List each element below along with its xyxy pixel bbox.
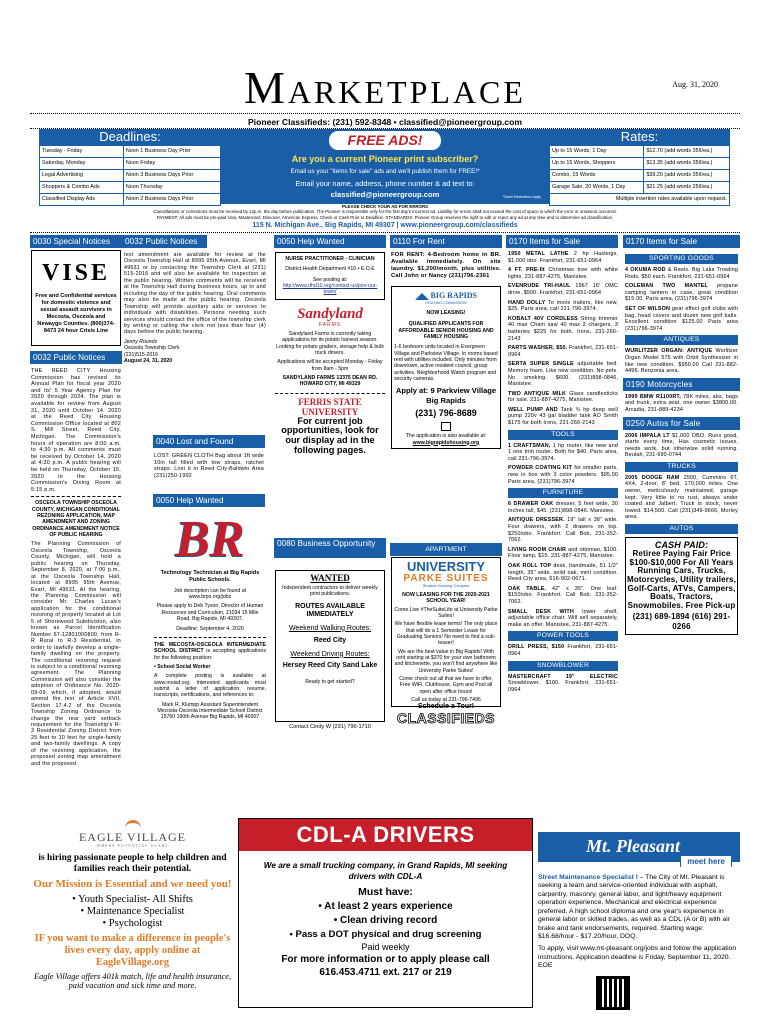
br-title: Technology Technician at Big Rapids Public Schools. <box>160 570 260 583</box>
brhc-logo <box>394 291 498 305</box>
lost-found-header: 0040 Lost and Found <box>153 435 265 448</box>
moisd-ad <box>154 642 266 661</box>
sandyland-logo <box>275 306 385 328</box>
free-ads-line1: Email us your "items for sale" ads and we'll publish them for FREE!* <box>290 168 480 175</box>
moisd-body: is accepting applications for the following position: <box>154 648 266 661</box>
mtp-meet: meet here <box>680 856 732 867</box>
classified-item: WURLITZER ORGAN: ANTIQUE Wurlitzer Organ Model 575 with Orbit Synthesizer in like new condition. $950.00 Call 231-882-4496. Benzonia area. <box>625 348 738 375</box>
col1-header: 0030 Special Notices <box>30 235 122 248</box>
deadlines-box <box>39 129 221 206</box>
deadline-row <box>40 146 221 158</box>
col3-header: 0050 Help Wanted <box>274 235 386 248</box>
classified-item: OAK ROLL TOP desk, handmade, 51 1/2" length, 35" wide, solid oak, mint condition. Reed City area, 616-902-0671. <box>508 562 618 583</box>
univ-l4: We are the best value in Big Rapids! With rent starting at $370 for your own bathroom and kitchenette, you won't find anywhere like University Parke Suites! <box>394 648 498 674</box>
autos-header: AUTOS <box>625 524 738 534</box>
autos-list <box>625 433 738 459</box>
errors-text-2: PAYMENT: All ads must be pre-paid Visa, Mastercard, Discover, American Express, Check or Cash Prior to Deadline. STANDARDS: Pioneer Group reserves the right to edit or reject any ad at any time and to determine ad classification. <box>156 214 614 220</box>
deadlines-title: Deadlines: <box>39 129 221 145</box>
lost-ad: LOST: GREEN CLOTH Bag about 1ft wide 10in tall filled with tow straps, ratchet straps. Lost it in Reed City-Baldwin Area (231)250-1992 <box>154 453 264 479</box>
errors-heading: PLEASE CHECK YOUR AD FOR ERRORS <box>341 204 429 209</box>
classified-item: DRILL PRESS, $150 Frankfort, 231-651-0964 <box>508 644 618 657</box>
deadline-row <box>40 170 221 182</box>
br-logo: BR <box>175 511 245 568</box>
classified-item: WELL PUMP AND Tank ¾ hp deep well pump 220v 43 gal bladder tank AO Smith $175 for both Irons, 231-266-2143 <box>508 406 619 427</box>
routes-ad <box>275 570 385 722</box>
vise-body: Free and Confidential services for domestic violence and sexual assault survivors in Mecosta, Osceola and Newaygo Counties. (800)374-8473 24 hour Crisis Line <box>35 293 117 334</box>
classified-item: TWO ANTIQUE MILK Glass candlesticks for sale. 231-887-4275, Manistee. <box>508 390 618 404</box>
qualified-applicants: QUALIFIED APPLICANTS FOR AFFORDABLE SENIOR HOUSING AND FAMILY HOUSING <box>398 321 494 340</box>
snowblower-list <box>508 674 618 694</box>
vise-ad <box>31 250 121 346</box>
univ-l1: NOW LEASING FOR THE 2020-2021 SCHOOL YEAR! <box>402 591 490 605</box>
parke-logo: PARKE SUITES <box>403 573 489 584</box>
masthead-rule-top <box>30 113 740 114</box>
walking-routes: Weekend Walking Routes: <box>288 624 372 632</box>
cdl-req-1: • At least 2 years experience <box>318 901 453 912</box>
brhc-ad <box>391 286 501 449</box>
items-header-2: 0170 Items for Sale <box>623 235 740 248</box>
rent-ad: FOR RENT: 4-Bedroom home in BR. Available immediately. On site laundry. $1,200/month, plus utilities. Call John or Nancy (231)796-2361 <box>391 252 501 280</box>
classified-item: OAK TABLE. 42" x 35". One leaf. $150/obo. Frankfort. Call Bob, 231-352-7062. <box>508 585 619 605</box>
eagle-cta[interactable]: IF you want to make a difference in people's lives every day, apply online at EagleVillage.org <box>34 932 231 968</box>
sporting-header: SPORTING GOODS <box>625 254 738 264</box>
tools-list <box>508 443 618 486</box>
deadlines-table <box>39 145 221 206</box>
deadline-cell: Noon Friday <box>123 158 220 170</box>
errors-notice <box>30 204 740 220</box>
masthead <box>30 60 740 115</box>
sandyland-apps: Applications will be accepted Monday - Friday from 8am - 5pm <box>277 359 383 372</box>
notice-dates: August 24, 31, 2020 <box>124 357 173 364</box>
antiques-header: ANTIQUES <box>625 335 738 345</box>
rate-row <box>550 170 730 182</box>
cash-paid-title: CASH PAID: <box>654 540 709 551</box>
deadline-cell: Noon Thursday <box>123 182 220 194</box>
classified-item: 2005 DODGE RAM 2500, Cummins 6T, 4X4, 2-door, 8' bed, 170,000 miles. One owner, meticulously maintained, garage kept. Very little to no rust, always under coated and Jalbert. Truck is stock, never towed. $14,500. Call (231)349-9666, Morley area. <box>625 474 738 521</box>
br-body: Job description can be found at www.brps.org/jobs <box>173 587 247 600</box>
classified-item: SERTA SUPER SINGLE adjustable bed. Memory foam. Like new condition. No pets. No smoking. $600. (231)898-0846, Manistee. <box>508 361 618 388</box>
eagle-pos-3: • Psychologist <box>102 917 163 929</box>
classified-item: 4 FT. PRE-lit Christmas tree with white lights. 231-887-4275, Manistee. <box>508 267 618 280</box>
deadline-cell: Shoppers & Combo Ads <box>40 182 124 194</box>
univ-logo: UNIVERSITY <box>406 559 485 574</box>
app-url[interactable]: www.bigrapidshousing.org <box>412 439 480 446</box>
rate-cell: Up to 15 Words, Shoppers <box>550 158 644 170</box>
osceola-notice-cont: text amendment are available for review at the Osceola Township Hall at 8995 95th Avenue, Evart, MI 49631 or by contacting the Township Clerk at (231) 515-2016 and will also be available for inspection at the public hearing. Written comments will be received at the Township Hall during business hours, up to and including the day of the public hearing. Oral comments may also be made at the public hearing. Osceola Township will provide auxiliary aids or services to individuals with disabilities. Persons needing such services should contact the office of the township clerk by writing or calling the clerk not less than four (4) days before the public hearing. <box>124 252 266 336</box>
col1-divider <box>31 496 121 497</box>
fair-housing-icon <box>441 422 451 431</box>
classified-item: MASTERCRAFT 19" ELECTRIC Snowblower. $100. Frankfort, 231-651-0964 <box>508 673 618 693</box>
rate-cell: $39.20 (add words 35¢/ea.) <box>644 170 730 182</box>
rates-box <box>549 129 730 206</box>
driving-routes: Weekend Driving Routes: <box>290 650 370 658</box>
eagle-sub: WHERE POTENTIAL SOARS <box>96 843 169 848</box>
qr-code-icon <box>596 976 630 1010</box>
errors-text-1: Cancellations or corrections must be received by 12p.m. the day before publication. The Pioneer is responsible only for the first day's incorrect ad. Liability for errors shall not exceed the cost of space in which the error or omission occurred. <box>153 209 617 215</box>
deadline-cell: Noon 3 Business Days Prior <box>123 170 220 182</box>
mtp-apply[interactable]: To apply, visit www.mt-pleasant.org/jobs and follow the application instructions. Application deadline is Friday, September 11, 2020. EOE <box>538 945 737 970</box>
driving-routes-list: Hersey Reed City Sand Lake <box>282 662 378 670</box>
classified-item: COLEMAN TWO MANTEL propane camping lantern in case, great condition $15.00. Paris area, (231)796-3974 <box>625 283 738 303</box>
classified-item: SET OF WILSON gear effect golf clubs with bag, head covers and dozen new golf balls. Excellent condition $125.00 Paris area (231)796-3974 <box>625 305 738 332</box>
power-tools-list <box>508 644 618 657</box>
eagle-icon <box>125 820 141 830</box>
free-ads-panel <box>221 129 549 204</box>
antiques-list <box>625 348 738 374</box>
mtp-title: Street Maintenance Specialist I <box>538 874 638 881</box>
eagle-hiring: is hiring passionate people to help children and families reach their potential. <box>38 852 227 874</box>
univ-tour: Schedule a Tour! <box>417 703 475 711</box>
deadline-cell: Classified Display Ads <box>40 194 124 206</box>
cdl-req-2: • Clean driving record <box>333 915 438 926</box>
cdl-contact: For more information or to apply please call 616.453.4711 ext. 217 or 219 <box>281 954 490 978</box>
col2-divider <box>154 637 266 638</box>
classified-item: POWDER COATING KIT for smaller parts, new in box with 3 color powders. $95.00 Paris area, (231)796-3974 <box>508 465 618 485</box>
sandyland-body: Sandyland Farms is currently taking applications for its potato harvest season. Looking for potato graders, storage help & bulk truck drivers. <box>276 330 384 356</box>
cdl-must: Must have: <box>358 886 413 899</box>
univ-l2: Come Live #TheSuiteLife at University Parke Suites! <box>394 606 498 619</box>
nurse-see: See posting at: <box>312 276 348 283</box>
address-line: 115 N. Michigan Ave., Big Rapids, MI 49307 | www.pioneergroup.com/classifieds <box>252 222 518 229</box>
rate-cell: Garage Sale, 20 Words, 1 Day <box>550 182 644 194</box>
col6 <box>625 251 738 724</box>
moisd-body-2: A complete posting is available at www.moisd.org. Interested applicants must submit a letter of application, resume, transcripts, certifications, and references to: <box>154 673 266 699</box>
apartment-header: APARTMENT <box>390 543 502 556</box>
cash-paid-body: Retiree Paying Fair Price $100-$10,000 For All Years Running Cars, Trucks, Motorcycles, Utility trailers, Golf-Carts, ATVs, Campers, Boats, Tractors, Snowmobiles. Free Pick-up <box>627 549 736 610</box>
clerk-phone: (231)515-2016 <box>124 351 159 358</box>
deadline-cell: Noon 2 Business Days Prior <box>123 194 220 206</box>
col4 <box>391 252 501 532</box>
deadline-row <box>40 182 221 194</box>
ferris-text: For current job opportunities, look for our display ad in the following pages. <box>281 415 379 455</box>
classified-item: EVENRUDE TRI-HAUL 1967 16' OMC drive. $500. Frankfort, 231-651-0964 <box>508 283 618 296</box>
tools-header: TOOLS <box>508 430 618 440</box>
furniture-list <box>508 501 618 628</box>
univ-l3: We have flexible lease terms! The only place that will do a 1 Semester Lease for Graduating Seniors! No need to find a sub-leaser! <box>394 621 498 647</box>
sandyland-addr: SANDYLAND FARMS 13375 DEAN RD. HOWARD CITY, MI 49329 <box>282 374 378 388</box>
col5 <box>508 251 618 724</box>
rates-title: Rates: <box>549 129 730 145</box>
eagle-pos-2: • Maintenance Specialist <box>80 905 185 917</box>
brhc-name: BIG RAPIDS <box>430 291 477 301</box>
cash-paid-ad <box>625 537 738 635</box>
furniture-header: FURNITURE <box>508 488 618 498</box>
free-ads-note: *Some Restrictions Apply <box>502 195 541 199</box>
reed-city-notice: THE REED CITY Housing Commission has revised its Annual Plan for fiscal year 2020 and its' 5 Year Agency Plan for 2020 through 2024. The plan is available for review from August 31, 2020 until October 14, 2020 at the Reed City Housing Commission Office located at 802 S. Mill Street, Reed City, Michigan. The Commission's hours of operation are 8:00 a.m. to 4:30 p.m. All comments must be received by October 14, 2020 at 4:30 p.m. A public hearing will be held on Thursday, October 15, 2020 in the Housing Commission's Dining Room at 5:15 p.m. <box>31 368 121 493</box>
classified-item: KOBALT 40V CORDLESS String trimmer 40 max Chain saw 40 max 2 chargers, 3 batteries $225 for both. Irons, 231-266-2143 <box>508 315 618 342</box>
items-list <box>508 251 618 427</box>
deadline-cell: Noon 1 Business Day Prior <box>123 146 220 158</box>
power-tools-header: POWER TOOLS <box>508 631 618 641</box>
brhc-sub: HOUSING COMMISSION <box>425 300 467 305</box>
classified-item: SMALL DESK WITH lower shelf, adjustable office chair. Will sell separately, make an offer. Manistee, 231-887-4275. <box>508 608 618 628</box>
ferris-logo: FERRIS STATE UNIVERSITY <box>298 396 362 417</box>
mtp-body <box>538 874 740 941</box>
free-ads-badge: FREE ADS! <box>329 131 441 150</box>
moisd-title: THE MECOSTA-OSCEOLA INTERMEDIATE SCHOOL DISTRICT <box>154 641 266 655</box>
rate-row <box>550 158 730 170</box>
free-ads-question: Are you a current Pioneer print subscriber? <box>291 154 479 164</box>
free-ads-email[interactable]: classified@pioneergroup.com <box>330 190 440 199</box>
rate-row <box>550 146 730 158</box>
moisd-position: • School Social Worker <box>154 664 211 671</box>
col3 <box>275 252 385 537</box>
apply-at: Apply at: 9 Parkview Village Big Rapids <box>395 386 497 405</box>
parke-suites-ad <box>391 557 501 711</box>
contact-line: Pioneer Classifieds: (231) 592-8348 • classified@pioneergroup.com <box>247 117 523 127</box>
col1 <box>31 250 121 767</box>
moisd-address: Mark R. Klumpp Assistant Superintendent Mecosta-Osceola Intermediate School District 15760 190th Avenue Big Rapids, MI 49307 <box>157 701 263 721</box>
house-icon <box>415 293 429 300</box>
for-rent-header: 0110 For Rent <box>390 235 502 248</box>
help-wanted-header: 0050 Help Wanted <box>153 494 265 507</box>
eagle-village-ad <box>30 820 235 1000</box>
clerk-title: Osceola Township Clerk <box>124 345 180 352</box>
br-ad <box>154 510 266 633</box>
masthead-date: Aug. 31, 2020 <box>672 80 718 89</box>
cdl-intro: We are a small trucking company, in Grand Rapids, MI seeking drivers with CDL-A <box>263 861 508 881</box>
business-opp-header: 0080 Business Opportunity <box>274 538 386 558</box>
classified-item: 6 DRAWER OAK dresser. 5 feet wide, 30 inches tall, $45. (231)898-0846. Manistee. <box>508 501 619 514</box>
autos-for-sale-header: 0250 Autos for Sale <box>623 417 740 430</box>
masthead-title: Marketplace <box>244 62 526 113</box>
walking-reed-city: Reed City <box>313 637 347 645</box>
ready-text: Ready to get started? <box>305 678 355 685</box>
classified-item: LIVING ROOM CHAIR and ottoman, $100. Floor lamp, $15. 231-887-4275, Manistee. <box>508 546 618 560</box>
rate-cell: $12.70 (add words 35¢/ea.) <box>644 146 730 158</box>
app-available: The application is also available at: <box>405 433 487 440</box>
classified-item: 1999 BMW R1100RT, 78K miles, abs, bags and trunk, extra seat, one owner $3800.00. Arcadia, 231-889-4234 <box>625 393 738 413</box>
nurse-org: District Health Department #10 • E.O.E <box>285 266 375 273</box>
sandyland-name: Sandyland <box>297 305 363 322</box>
rate-cell: Combo, 15 Words <box>550 170 644 182</box>
wanted-body: Independent contractors to deliver weekly print publications. <box>282 585 378 598</box>
classified-item: 1950 METAL LATHE 2 hp Hastings, $1,000 obo. Frankfort, 231-651-0964 <box>508 251 618 264</box>
mtp-desc: – The City of Mt. Pleasant is seeking a team and service-oriented individual with asphalt, carpentry, masonry, general labor, and light/heavy equipment operation experience. Mechanical and electrical experience preferred. A high school diploma and one year's experience in general labor or skilled trades, as well as a CDL (A or B) with air brake and tank endorsements, required. Starting wage: $16.68/hour - $17.20/hour, DOQ. <box>538 874 731 940</box>
br-deadline: Deadline: September 4, 2020 <box>176 626 244 633</box>
trucks-header: TRUCKS <box>625 462 738 472</box>
eagle-mission: Our Mission is Essential and we need you! <box>33 877 232 890</box>
eagle-foot: Eagle Village offers 401k match, life and health insurance, paid vacation and sick time and more. <box>33 971 232 991</box>
now-leasing: NOW LEASING! <box>426 309 466 316</box>
br-body-2: Please apply to Deb Tyson, Director of Human Resources and Curriculum, 21034 15 Mile Road, Big Rapids, MI 49307. <box>156 603 264 622</box>
classifieds-banner: CLASSIFIEDS <box>396 710 496 726</box>
col3-divider <box>275 393 385 394</box>
classified-item: 4 OKUMA ROD & Reels. Big Lake Trowling Rods, $50 each. Frankfort, 231-651-0964 <box>625 267 738 280</box>
osceola-notice-heading: OSCEOLA TOWNSHIP OSCEOLA COUNTY, MICHIGAN CONDITIONAL REZONING APPLICATION, MAP AMENDMENT AND ZONING ORDINANCE AMENDMENT NOTICE OF PUBLIC HEARING <box>32 500 120 538</box>
classified-item: 1 CRAFTSMAN, 1 hp router, like new and 1 one trim router. Both for $40. Paris area, call 231-796-3974. <box>508 442 618 462</box>
univ-sub: Student Housing Complex <box>422 583 470 588</box>
cdl-paid: Paid weekly <box>361 942 410 953</box>
univ-l5: Come check out all that we have to offer, Free WiFi, Clubhouse, Gym and Pool all open after office hours! <box>399 676 493 695</box>
rates-table <box>549 145 730 206</box>
col1-header-2: 0032 Public Notices <box>30 351 122 364</box>
deadline-cell: Tuesday - Friday <box>40 146 124 158</box>
motorcycles-list <box>625 394 738 414</box>
qualified-body: 1-6 bedroom units located in Evergreen Village and Parkview Village. In rooms based rent with utilities included. Only minutes from downtown, active resident council, group activities, Neighborhood Watch program and security cameras. <box>394 344 498 383</box>
items-header-1: 0170 Items for Sale <box>506 235 618 248</box>
cindy-contact: Contact Cindy W (231) 796-1710 <box>289 724 371 730</box>
motorcycles-header: 0190 Motorcycles <box>623 378 740 391</box>
osceola-notice-body: The Planning Commission of Osceola Township, Osceola County, Michigan, will hold a public hearing on Thursday, September 8, 2020, at 7:00 p.m., at the Osceola Township Hall, located at 8995 95th Avenue, Evart, MI 49631. At the hearing, the Planning Commission will consider Mr. Charles Lucas's application for the conditional rezoning of property located at Lot 5 of Shorewood Subdivision, also known as Parcel Identification Number 67-12801000800, from R-R Rural to R-3 Residential, in order to lawfully develop a single-family dwelling on the property. The conditional rezoning request is subject to a conditional rezoning agreement. The Planning Commission will also consider the adoption of Ordinance No. 2020-09-09, which, if adopted, would amend the text of Article XVII, Section 17.4.2 of the Osceola Township Zoning Ordinance to change the rear yard setback requirement for the Township's R-3 Residential Zoning District from 25 feet to 10 feet for single-family and two-family dwellings. A copy of the rezoning application, the proposed zoning map amendment and the proposed <box>31 541 121 767</box>
routes-title: ROUTES AVAILABLE IMMEDIATELY <box>295 602 365 619</box>
rate-cell: $13.35 (add words 35¢/ea.) <box>644 158 730 170</box>
sporting-list <box>625 267 738 332</box>
snowblower-header: SNOWBLOWER <box>508 661 618 671</box>
cdl-title: CDL-A DRIVERS <box>239 819 532 851</box>
rate-cell: $21.25 (add words 25¢/ea.) <box>644 182 730 194</box>
free-ads-line2: Email your name, address, phone number & ad text to: <box>295 179 475 188</box>
clerk-name: Jenny Rounds <box>124 338 158 345</box>
eagle-name: EAGLE VILLAGE <box>78 830 187 844</box>
cdl-ad <box>238 818 533 1008</box>
univ-call: Call us today at 231-796-7496 <box>411 697 481 704</box>
col2-header: 0032 Public Notices <box>122 235 207 248</box>
nurse-title: NURSE PRACTITIONER - CLINICIAN <box>285 256 375 262</box>
rate-row <box>550 182 730 194</box>
vise-logo: VISE <box>41 260 111 286</box>
sandyland-sub: FARMS <box>318 321 342 328</box>
address-rule <box>30 232 740 233</box>
mt-pleasant-ad <box>538 832 740 1010</box>
cdl-req-3: • Pass a DOT physical and drug screening <box>289 929 482 940</box>
brhc-phone: (231) 796-8689 <box>415 407 477 418</box>
nurse-ad <box>275 252 385 300</box>
nurse-url[interactable]: http://www.dhd10.org/contact-us/join-our-team/ <box>282 283 378 296</box>
deadline-cell: Saturday, Monday <box>40 158 124 170</box>
classified-item: HAND DOLLY To move trailers, like new, $25. Paris area, call 231-796-3974. <box>508 299 618 313</box>
mtp-name: Mt. Pleasant <box>586 836 681 856</box>
deadline-cell: Legal Advertising <box>40 170 124 182</box>
rate-cell: Up to 15 Words, 1 Day <box>550 146 644 158</box>
trucks-list <box>625 475 738 521</box>
classified-item: ANTIQUE DRESSER. 19" tall x 38" wide. Four drawers, with 2 drawers on top. $250/obo. Frankfort. Call Bob, 231-352-7062. <box>508 517 618 544</box>
wanted-title: WANTED <box>310 573 350 583</box>
rate-cell: Multiple insertion rates available upon request. <box>550 194 730 206</box>
col2-ads <box>154 510 266 724</box>
eagle-pos-1: • Youth Specialist- All Shifts <box>72 893 193 905</box>
deadline-row <box>40 158 221 170</box>
classified-item: 2006 IMPALA LT $1,000 OBO. Runs good, starts every time, Has cosmetic issues, needs work, but otherwise solid running. Beulah, 231-690-0744 <box>625 432 738 459</box>
cash-paid-phone: (231) 689-1894 (616) 291-0266 <box>632 612 731 632</box>
classified-item: PARTS WASHER, $50. Frankfort, 231-651-0964 <box>508 345 619 358</box>
